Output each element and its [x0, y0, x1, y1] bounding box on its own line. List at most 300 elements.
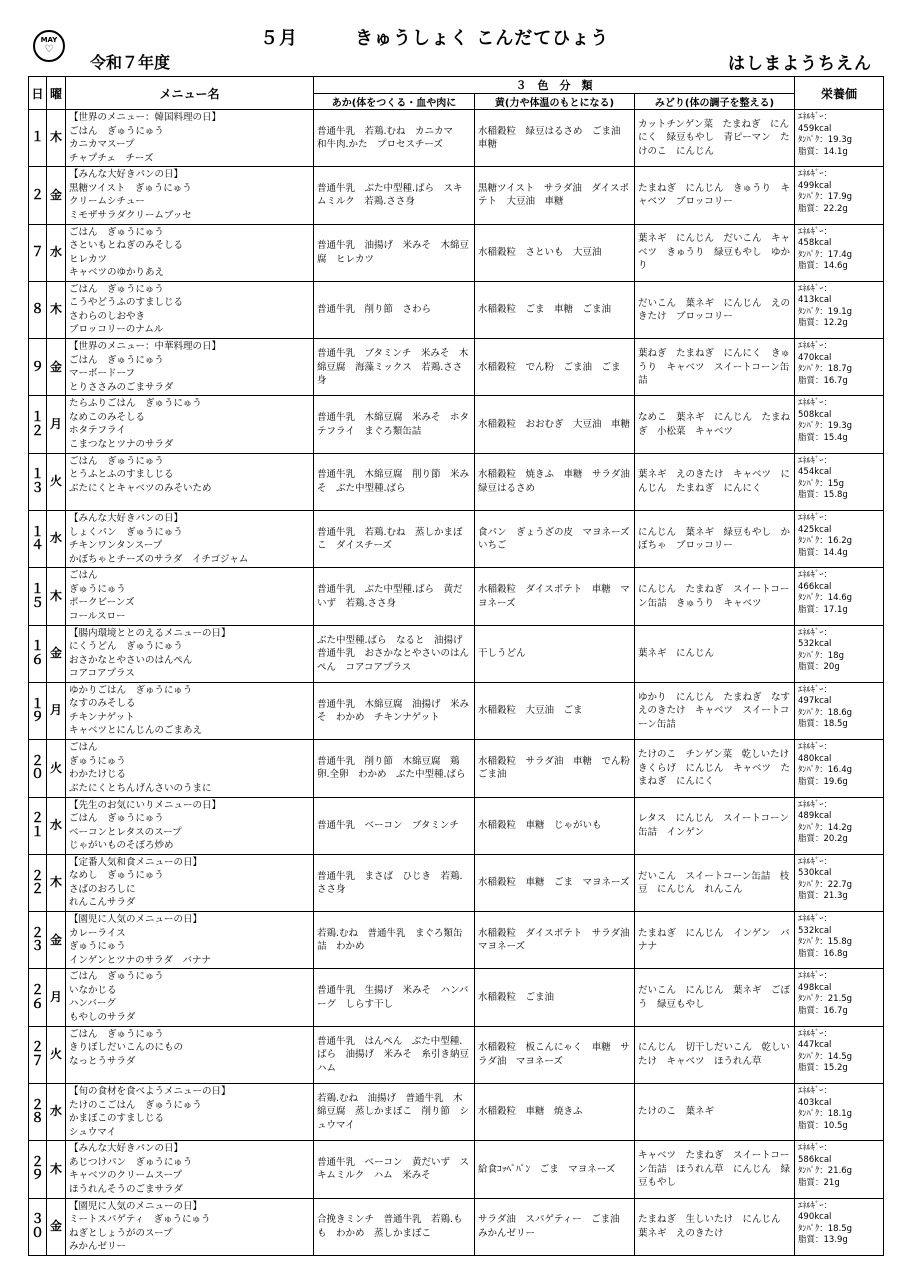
- nutrition-cell: [795, 682, 884, 739]
- menu-line: 【腸内環境ととのえるメニューの日】: [69, 627, 231, 639]
- menu-line: キャベツとにんじんのごまあえ: [69, 725, 203, 737]
- nutrition-line: 447kcal: [798, 1040, 832, 1051]
- green-group-cell: たけのこ チンゲン菜 乾しいたけ きくらげ にんじん キャベツ たまねぎ にんにく: [635, 740, 795, 797]
- header-day: 日: [29, 77, 47, 110]
- menu-line: わかたけじる: [69, 769, 127, 781]
- menu-line: ヒレカツ: [69, 253, 108, 265]
- nutrition-line: 脂質：12.2g: [798, 318, 848, 329]
- menu-line: たらふりごはん ぎゅうにゅう: [69, 398, 202, 410]
- menu-line: ぶたにくとキャベツのみそいため: [69, 482, 212, 494]
- nutrition-line: 466kcal: [798, 581, 832, 592]
- nutrition-line: ﾀﾝﾊﾟｸ：19.1g: [798, 306, 853, 317]
- menu-line: ベーコンとレタスのスープ: [69, 826, 182, 838]
- menu-line: にくうどん ぎゅうにゅう: [69, 641, 183, 653]
- nutrition-cell: [795, 740, 884, 797]
- nutrition-line: ｴﾈﾙｷﾞｰ：: [798, 513, 833, 524]
- menu-cell: [66, 797, 314, 854]
- red-group-cell: 普通牛乳 ぶた中型種.ばら スキムミルク 若鶏.ささ身: [314, 167, 475, 224]
- menu-line: 黒糖ツイスト ぎゅうにゅう: [69, 182, 192, 194]
- day-cell: １: [29, 110, 47, 167]
- nutrition-cell: [795, 969, 884, 1026]
- nutrition-line: 489kcal: [798, 811, 832, 822]
- menu-line: ミモザサラダクリームブッセ: [69, 209, 192, 221]
- table-row: [29, 1141, 884, 1198]
- menu-cell: [66, 1198, 314, 1255]
- nutrition-line: 497kcal: [798, 696, 832, 707]
- green-group-cell: たまねぎ にんじん インゲン バナナ: [635, 912, 795, 969]
- red-group-cell: 若鶏.むね 油揚げ 普通牛乳 木綿豆腐 蒸しかまぼこ 削り節 シュウマイ: [314, 1084, 475, 1141]
- nutrition-line: ﾀﾝﾊﾟｸ：17.9g: [798, 192, 853, 203]
- nutrition-cell: [795, 1198, 884, 1255]
- day-cell: １９: [29, 682, 47, 739]
- nutrition-line: 403kcal: [798, 1097, 832, 1108]
- nutrition-line: 脂質：13.9g: [798, 1235, 848, 1246]
- nutrition-cell: [795, 453, 884, 510]
- school-name: はしまようちえん: [728, 54, 872, 74]
- nutrition-line: ｴﾈﾙｷﾞｰ：: [798, 455, 833, 466]
- day-cell: ８: [29, 281, 47, 338]
- green-group-cell: 葉ネギ にんじん: [635, 625, 795, 682]
- green-group-cell: たけのこ 葉ネギ: [635, 1084, 795, 1141]
- menu-line: カレーライス: [69, 927, 126, 939]
- menu-line: コールスロー: [69, 610, 126, 622]
- green-group-cell: 葉ねぎ たまねぎ にんにく きゅうり キャベツ スイートコーン缶詰: [635, 339, 795, 396]
- menu-cell: [66, 511, 314, 568]
- nutrition-line: ｴﾈﾙｷﾞｰ：: [798, 226, 833, 237]
- menu-line: こうやどうふのすましじる: [69, 297, 184, 309]
- menu-line: こまつなとツナのサラダ: [69, 438, 174, 450]
- nutrition-cell: [795, 110, 884, 167]
- header-red-group: あか(体をつくる・血や肉に: [314, 94, 475, 110]
- menu-line: しょくパン ぎゅうにゅう: [69, 526, 183, 538]
- nutrition-cell: [795, 568, 884, 625]
- table-row: [29, 740, 884, 797]
- menu-line: クリームシチュー: [69, 196, 145, 208]
- weekday-cell: 水: [47, 511, 66, 568]
- nutrition-line: 470kcal: [798, 352, 832, 363]
- nutrition-line: ﾀﾝﾊﾟｸ：18.5g: [798, 1223, 853, 1234]
- day-cell: ２７: [29, 1026, 47, 1083]
- red-group-cell: 普通牛乳 油揚げ 米みそ 木綿豆腐 ヒレカツ: [314, 224, 475, 281]
- weekday-cell: 月: [47, 969, 66, 1026]
- green-group-cell: だいこん にんじん 葉ネギ ごぼう 緑豆もやし: [635, 969, 795, 1026]
- day-cell: １５: [29, 568, 47, 625]
- nutrition-line: ﾀﾝﾊﾟｸ：17.4g: [798, 249, 853, 260]
- nutrition-line: 458kcal: [798, 238, 832, 249]
- red-group-cell: 普通牛乳 木綿豆腐 削り節 米みそ ぶた中型種.ばら: [314, 453, 475, 510]
- header-three-color-groups: ３ 色 分 類: [314, 77, 795, 94]
- yellow-group-cell: 水稲穀粒 大豆油 ごま: [475, 682, 635, 739]
- menu-line: 【先生のお気にいりメニューの日】: [69, 799, 222, 811]
- red-group-cell: 普通牛乳 ぶた中型種.ばら 黄だいず 若鶏.ささ身: [314, 568, 475, 625]
- day-cell: ２０: [29, 740, 47, 797]
- nutrition-cell: [795, 625, 884, 682]
- menu-cell: [66, 224, 314, 281]
- green-group-cell: たまねぎ 生しいたけ にんじん 葉ネギ えのきたけ: [635, 1198, 795, 1255]
- menu-line: ごはん ぎゅうにゅう: [69, 971, 164, 983]
- nutrition-cell: [795, 854, 884, 911]
- yellow-group-cell: 食パン ぎょうざの皮 マヨネーズ いちご: [475, 511, 635, 568]
- menu-line: もやしのサラダ: [69, 1011, 136, 1023]
- menu-line: ミートスパゲティ ぎゅうにゅう: [69, 1214, 211, 1226]
- nutrition-line: ｴﾈﾙｷﾞｰ：: [798, 283, 833, 294]
- menu-table-body: [29, 110, 884, 1256]
- weekday-cell: 月: [47, 682, 66, 739]
- menu-cell: [66, 740, 314, 797]
- table-row: [29, 912, 884, 969]
- weekday-cell: 火: [47, 453, 66, 510]
- yellow-group-cell: 水稲穀粒 板こんにゃく 車糖 サラダ油 マヨネーズ: [475, 1026, 635, 1083]
- nutrition-line: ｴﾈﾙｷﾞｰ：: [798, 1200, 833, 1211]
- nutrition-line: ｴﾈﾙｷﾞｰ：: [798, 570, 833, 581]
- nutrition-cell: [795, 912, 884, 969]
- red-group-cell: 普通牛乳 ブタミンチ 米みそ 木綿豆腐 海藻ミックス 若鶏.ささ身: [314, 339, 475, 396]
- menu-cell: [66, 396, 314, 453]
- menu-line: 【みんな大好きパンの日】: [69, 169, 184, 181]
- nutrition-line: 脂質：15.4g: [798, 432, 848, 443]
- nutrition-line: ｴﾈﾙｷﾞｰ：: [798, 169, 833, 180]
- nutrition-line: 454kcal: [798, 467, 832, 478]
- nutrition-line: 脂質：14.1g: [798, 146, 848, 157]
- nutrition-line: 脂質：16.7g: [798, 1005, 848, 1016]
- header-nutrition: 栄養価: [795, 77, 884, 110]
- day-cell: ２３: [29, 912, 47, 969]
- red-group-cell: 普通牛乳 木綿豆腐 米みそ ホタテフライ まぐろ類缶詰: [314, 396, 475, 453]
- nutrition-line: ｴﾈﾙｷﾞｰ：: [798, 684, 833, 695]
- green-group-cell: カットチンゲン菜 たまねぎ にんにく 緑豆もやし 青ピーマン たけのこ にんじん: [635, 110, 795, 167]
- table-row: [29, 339, 884, 396]
- header-menu: メニュー名: [66, 77, 314, 110]
- nutrition-line: 脂質：18.5g: [798, 719, 848, 730]
- weekday-cell: 木: [47, 110, 66, 167]
- menu-line: 【世界のメニュー：中華料理の日】: [69, 341, 222, 353]
- nutrition-line: ｴﾈﾙｷﾞｰ：: [798, 856, 833, 867]
- red-group-cell: 普通牛乳 削り節 木綿豆腐 鶏卵.全卵 わかめ ぶた中型種.ばら: [314, 740, 475, 797]
- menu-line: チャプチェ チーズ: [69, 152, 154, 164]
- table-row: [29, 1198, 884, 1255]
- green-group-cell: にんじん たまねぎ スイートコーン缶詰 きゅうり キャベツ: [635, 568, 795, 625]
- table-row: [29, 224, 884, 281]
- yellow-group-cell: 水稲穀粒 焼きふ 車糖 サラダ油 緑豆はるさめ: [475, 453, 635, 510]
- yellow-group-cell: 黒糖ツイスト サラダ油 ダイスポテト 大豆油 車糖: [475, 167, 635, 224]
- menu-line: ブロッコリーのナムル: [69, 324, 164, 336]
- nutrition-cell: [795, 281, 884, 338]
- nutrition-cell: [795, 224, 884, 281]
- menu-line: ねぎとしょうがのスープ: [69, 1227, 173, 1239]
- menu-line: とうふとふのすましじる: [69, 469, 174, 481]
- nutrition-line: 532kcal: [798, 925, 832, 936]
- nutrition-line: 498kcal: [798, 982, 832, 993]
- weekday-cell: 金: [47, 1198, 66, 1255]
- nutrition-line: 499kcal: [798, 180, 832, 191]
- nutrition-line: 脂質：16.7g: [798, 375, 848, 386]
- menu-line: ゆかりごはん ぎゅうにゅう: [69, 684, 193, 696]
- yellow-group-cell: 水稲穀粒 ダイスポテト 車糖 マヨネーズ: [475, 568, 635, 625]
- nutrition-line: 脂質：20.2g: [798, 834, 848, 845]
- menu-line: じゃがいものそぼろ炒め: [69, 840, 174, 852]
- nutrition-line: 脂質：10.5g: [798, 1120, 848, 1131]
- menu-line: なめし ぎゅうにゅう: [69, 870, 164, 882]
- day-cell: ２: [29, 167, 47, 224]
- red-group-cell: 普通牛乳 木綿豆腐 油揚げ 米みそ わかめ チキンナゲット: [314, 682, 475, 739]
- menu-table: [28, 76, 884, 1256]
- nutrition-line: ﾀﾝﾊﾟｸ：14.2g: [798, 822, 853, 833]
- menu-line: きりぼしだいこんのにもの: [69, 1042, 184, 1054]
- menu-line: なっとうサラダ: [69, 1055, 136, 1067]
- table-row: [29, 281, 884, 338]
- menu-line: ごはん ぎゅうにゅう: [69, 813, 164, 825]
- day-cell: １６: [29, 625, 47, 682]
- green-group-cell: だいこん 葉ネギ にんじん えのきたけ ブロッコリー: [635, 281, 795, 338]
- nutrition-line: 425kcal: [798, 524, 832, 535]
- header-yellow-group: 黄(力や体温のもとになる): [475, 94, 635, 110]
- table-row: [29, 1026, 884, 1083]
- nutrition-line: 脂質：21g: [798, 1177, 840, 1188]
- nutrition-line: ﾀﾝﾊﾟｸ：15g: [798, 478, 844, 489]
- menu-cell: [66, 854, 314, 911]
- red-group-cell: 普通牛乳 まさば ひじき 若鶏.ささ身: [314, 854, 475, 911]
- red-group-cell: 合挽きミンチ 普通牛乳 若鶏.もも わかめ 蒸しかまぼこ: [314, 1198, 475, 1255]
- weekday-cell: 木: [47, 281, 66, 338]
- menu-line: マーボードーフ: [69, 368, 136, 380]
- nutrition-line: ｴﾈﾙｷﾞｰ：: [798, 398, 833, 409]
- nutrition-line: ﾀﾝﾊﾟｸ：21.5g: [798, 994, 853, 1005]
- nutrition-line: ﾀﾝﾊﾟｸ：14.6g: [798, 593, 853, 604]
- green-group-cell: たまねぎ にんじん きゅうり キャベツ ブロッコリー: [635, 167, 795, 224]
- menu-line: ぎゅうにゅう: [69, 583, 126, 595]
- yellow-group-cell: サラダ油 スパゲティー ごま油 みかんゼリー: [475, 1198, 635, 1255]
- nutrition-line: ﾀﾝﾊﾟｸ：19.3g: [798, 135, 853, 145]
- green-group-cell: 葉ネギ えのきたけ キャベツ にんじん たまねぎ にんにく: [635, 453, 795, 510]
- nutrition-line: ｴﾈﾙｷﾞｰ：: [798, 1028, 833, 1039]
- menu-cell: [66, 1141, 314, 1198]
- nutrition-cell: [795, 1141, 884, 1198]
- menu-cell: [66, 1084, 314, 1141]
- nutrition-line: ﾀﾝﾊﾟｸ：18.6g: [798, 707, 853, 718]
- menu-line: ハンバーグ: [69, 998, 116, 1010]
- menu-line: なめこのみそしる: [69, 411, 146, 423]
- red-group-cell: 普通牛乳 若鶏.むね 蒸しかまぼこ ダイスチーズ: [314, 511, 475, 568]
- nutrition-cell: [795, 339, 884, 396]
- menu-cell: [66, 167, 314, 224]
- weekday-cell: 火: [47, 740, 66, 797]
- nutrition-cell: [795, 511, 884, 568]
- menu-line: キャベツのゆかりあえ: [69, 267, 165, 279]
- menu-line: ごはん ぎゅうにゅう: [69, 125, 164, 137]
- menu-line: インゲンとツナのサラダ バナナ: [69, 954, 212, 966]
- header-green-group: みどり(体の調子を整える): [635, 94, 795, 110]
- menu-line: 【世界のメニュー：韓国料理の日】: [69, 112, 222, 123]
- weekday-cell: 火: [47, 1026, 66, 1083]
- nutrition-cell: [795, 167, 884, 224]
- menu-line: 【園児に人気のメニューの日】: [69, 914, 203, 926]
- menu-cell: [66, 1026, 314, 1083]
- menu-line: ホタテフライ: [69, 425, 126, 437]
- menu-line: チキンワンタンスープ: [69, 540, 163, 552]
- yellow-group-cell: 水稲穀粒 でん粉 ごま油 ごま: [475, 339, 635, 396]
- menu-line: 【園児に人気のメニューの日】: [69, 1200, 203, 1212]
- kindergarten-logo: [33, 30, 65, 62]
- menu-line: ぶたにくとちんげんさいのうまに: [69, 782, 212, 794]
- nutrition-line: ﾀﾝﾊﾟｸ：18g: [798, 650, 844, 661]
- red-group-cell: ぶた中型種.ばら なると 油揚げ 普通牛乳 おさかなとやさいのはんぺん コアコアプラス: [314, 625, 475, 682]
- nutrition-line: 脂質：22.2g: [798, 203, 848, 214]
- day-cell: １３: [29, 453, 47, 510]
- yellow-group-cell: 水稲穀粒 サラダ油 車糖 でん粉 ごま油: [475, 740, 635, 797]
- nutrition-line: 480kcal: [798, 753, 832, 764]
- page-title: ５月 きゅうしょく こんだてひょう: [260, 28, 610, 49]
- menu-line: れんこんサラダ: [69, 897, 136, 909]
- yellow-group-cell: 水稲穀粒 ごま 車糖 ごま油: [475, 281, 635, 338]
- menu-line: さといもとねぎのみそしる: [69, 240, 184, 252]
- nutrition-line: ﾀﾝﾊﾟｸ：14.5g: [798, 1051, 853, 1062]
- menu-cell: [66, 568, 314, 625]
- era-label: 令和７年度: [90, 53, 171, 72]
- menu-line: あじつけパン ぎゅうにゅう: [69, 1156, 193, 1168]
- yellow-group-cell: 水稲穀粒 緑豆はるさめ ごま油 車糖: [475, 110, 635, 167]
- nutrition-line: 530kcal: [798, 868, 832, 879]
- table-row: [29, 797, 884, 854]
- menu-line: ごはん ぎゅうにゅう: [69, 1028, 164, 1040]
- nutrition-line: ｴﾈﾙｷﾞｰ：: [798, 799, 833, 810]
- table-row: [29, 453, 884, 510]
- red-group-cell: 普通牛乳 ベーコン ブタミンチ: [314, 797, 475, 854]
- menu-line: ぎゅうにゅう: [69, 941, 126, 953]
- nutrition-cell: [795, 396, 884, 453]
- table-row: [29, 110, 884, 167]
- menu-line: おさかなとやさいのはんぺん: [69, 654, 193, 666]
- nutrition-line: ｴﾈﾙｷﾞｰ：: [798, 742, 833, 753]
- nutrition-line: 脂質：14.6g: [798, 261, 848, 272]
- nutrition-line: 脂質：15.8g: [798, 490, 848, 501]
- nutrition-line: 脂質：16.8g: [798, 948, 848, 959]
- menu-line: ごはん ぎゅうにゅう: [69, 455, 164, 467]
- green-group-cell: 葉ネギ にんじん だいこん キャベツ きゅうり 緑豆もやし ゆかり: [635, 224, 795, 281]
- nutrition-line: ﾀﾝﾊﾟｸ：16.2g: [798, 536, 853, 547]
- menu-line: たけのこごはん ぎゅうにゅう: [69, 1099, 202, 1111]
- yellow-group-cell: 水稲穀粒 車糖 じゃがいも: [475, 797, 635, 854]
- menu-cell: [66, 969, 314, 1026]
- menu-line: 【旬の食材を食べようメニューの日】: [69, 1086, 231, 1098]
- day-cell: １４: [29, 511, 47, 568]
- weekday-cell: 木: [47, 1141, 66, 1198]
- logo-text: MAY: [40, 36, 58, 44]
- menu-line: カニカマスープ: [69, 139, 135, 150]
- menu-line: ポークビーンズ: [69, 597, 135, 609]
- nutrition-line: 586kcal: [798, 1154, 832, 1165]
- table-row: [29, 625, 884, 682]
- green-group-cell: なめこ 葉ネギ にんじん たまねぎ 小松菜 キャベツ: [635, 396, 795, 453]
- menu-line: シュウマイ: [69, 1126, 117, 1138]
- nutrition-line: 脂質：20g: [798, 662, 840, 673]
- table-row: [29, 969, 884, 1026]
- table-row: [29, 1084, 884, 1141]
- menu-line: 【みんな大好きパンの日】: [69, 513, 184, 525]
- header-dow: 曜: [47, 77, 66, 110]
- red-group-cell: 普通牛乳 若鶏.むね カニカマ 和牛肉.かた プロセスチーズ: [314, 110, 475, 167]
- nutrition-cell: [795, 797, 884, 854]
- red-group-cell: 若鶏.むね 普通牛乳 まぐろ類缶詰 わかめ: [314, 912, 475, 969]
- yellow-group-cell: 給食ｺｯﾍﾟﾊﾟﾝ ごま マヨネーズ: [475, 1141, 635, 1198]
- table-row: [29, 682, 884, 739]
- menu-cell: [66, 453, 314, 510]
- weekday-cell: 金: [47, 912, 66, 969]
- menu-cell: [66, 110, 314, 167]
- menu-line: さわらのしおやき: [69, 310, 146, 322]
- menu-line: ごはん ぎゅうにゅう: [69, 354, 164, 366]
- menu-line: ごはん ぎゅうにゅう: [69, 226, 164, 238]
- menu-line: かまぼこのすましじる: [69, 1113, 165, 1125]
- weekday-cell: 金: [47, 339, 66, 396]
- menu-line: ごはん: [69, 570, 98, 582]
- menu-line: キャベツのクリームスープ: [69, 1170, 183, 1182]
- nutrition-line: 490kcal: [798, 1212, 832, 1223]
- day-cell: ２２: [29, 854, 47, 911]
- menu-line: かぼちゃとチーズのサラダ イチゴジャム: [69, 553, 249, 565]
- heart-icon: ♡: [44, 44, 54, 55]
- menu-line: ごはん ぎゅうにゅう: [69, 283, 164, 295]
- day-cell: ２９: [29, 1141, 47, 1198]
- weekday-cell: 金: [47, 167, 66, 224]
- nutrition-line: 413kcal: [798, 295, 832, 306]
- green-group-cell: ゆかり にんじん たまねぎ なす えのきたけ キャベツ スイートコーン缶詰: [635, 682, 795, 739]
- day-cell: １２: [29, 396, 47, 453]
- yellow-group-cell: 水稲穀粒 車糖 ごま マヨネーズ: [475, 854, 635, 911]
- nutrition-line: 508kcal: [798, 409, 832, 420]
- nutrition-cell: [795, 1026, 884, 1083]
- nutrition-line: ｴﾈﾙｷﾞｰ：: [798, 1143, 833, 1154]
- day-cell: ３０: [29, 1198, 47, 1255]
- nutrition-line: ﾀﾝﾊﾟｸ：16.4g: [798, 765, 853, 776]
- yellow-group-cell: 水稲穀粒 おおむぎ 大豆油 車糖: [475, 396, 635, 453]
- yellow-group-cell: 水稲穀粒 ごま油: [475, 969, 635, 1026]
- weekday-cell: 金: [47, 625, 66, 682]
- weekday-cell: 木: [47, 568, 66, 625]
- menu-line: とりささみのごまサラダ: [69, 381, 174, 393]
- menu-line: さばのおろしに: [69, 883, 136, 895]
- weekday-cell: 水: [47, 797, 66, 854]
- table-row: [29, 568, 884, 625]
- nutrition-line: ﾀﾝﾊﾟｸ：15.8g: [798, 937, 853, 948]
- menu-cell: [66, 682, 314, 739]
- nutrition-line: ｴﾈﾙｷﾞｰ：: [798, 341, 833, 352]
- nutrition-line: ｴﾈﾙｷﾞｰ：: [798, 1086, 833, 1097]
- menu-line: ぎゅうにゅう: [69, 755, 126, 767]
- table-row: [29, 854, 884, 911]
- weekday-cell: 木: [47, 854, 66, 911]
- red-group-cell: 普通牛乳 ベーコン 黄だいず スキムミルク ハム 米みそ: [314, 1141, 475, 1198]
- red-group-cell: 普通牛乳 はんぺん ぶた中型種.ばら 油揚げ 米みそ 糸引き納豆 ハム: [314, 1026, 475, 1083]
- table-row: [29, 396, 884, 453]
- yellow-group-cell: 干しうどん: [475, 625, 635, 682]
- yellow-group-cell: 水稲穀粒 車糖 焼きふ: [475, 1084, 635, 1141]
- red-group-cell: 普通牛乳 生揚げ 米みそ ハンバーグ しらす干し: [314, 969, 475, 1026]
- yellow-group-cell: 水稲穀粒 さといも 大豆油: [475, 224, 635, 281]
- day-cell: ２１: [29, 797, 47, 854]
- nutrition-line: ｴﾈﾙｷﾞｰ：: [798, 627, 833, 638]
- nutrition-line: ﾀﾝﾊﾟｸ：22.7g: [798, 879, 853, 890]
- nutrition-line: ﾀﾝﾊﾟｸ：21.6g: [798, 1166, 853, 1177]
- menu-line: ごはん: [69, 742, 98, 754]
- nutrition-line: 脂質：21.3g: [798, 891, 848, 902]
- nutrition-line: ｴﾈﾙｷﾞｰ：: [798, 112, 833, 122]
- nutrition-line: 459kcal: [798, 123, 832, 134]
- nutrition-line: 脂質：15.2g: [798, 1063, 848, 1074]
- day-cell: ２８: [29, 1084, 47, 1141]
- green-group-cell: キャベツ たまねぎ スイートコーン缶詰 ほうれん草 にんじん 緑豆もやし: [635, 1141, 795, 1198]
- green-group-cell: だいこん スイートコーン缶詰 枝豆 にんじん れんこん: [635, 854, 795, 911]
- day-cell: ２６: [29, 969, 47, 1026]
